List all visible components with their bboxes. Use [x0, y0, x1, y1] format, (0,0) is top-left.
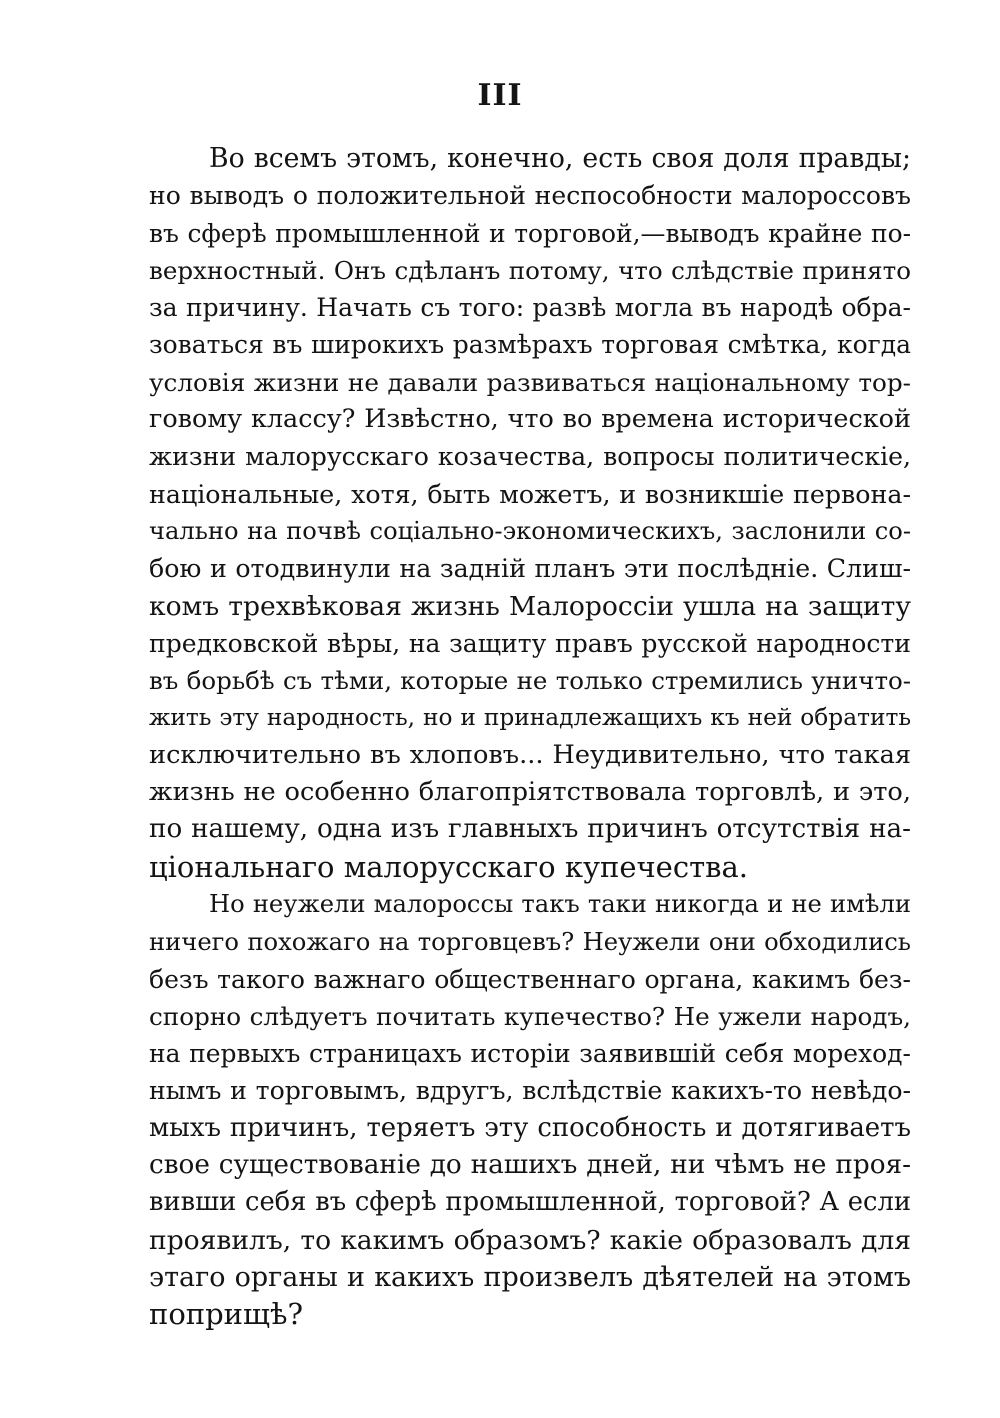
text-line: этаго органы и какихъ произвелъ дѣятелей на этомъ [149, 1261, 911, 1293]
text-line: жизнь не особенно благопріятствовала торговлѣ, и это, [149, 777, 911, 808]
text-line: мыхъ причинъ, теряетъ эту способность и дотягиваетъ [149, 1112, 911, 1143]
text-line: въ борьбѣ съ тѣми, которые не только стремились уничто- [149, 666, 911, 696]
paragraph-1 [149, 140, 911, 886]
text-line: спорно слѣдуетъ почитать купечество? Не ужели народъ, [149, 1001, 911, 1031]
text-line: условія жизни не давали развиваться національному тор- [149, 367, 911, 397]
text-line: ціональнаго малорусскаго купечества. [149, 849, 748, 884]
text-line: на первыхъ страницахъ исторіи заявившій себя мореход- [149, 1039, 911, 1069]
text-line: нымъ и торговымъ, вдругъ, вслѣдствіе какихъ-то невѣдо- [149, 1076, 911, 1106]
text-line: въ сферѣ промышленной и торговой,—выводъ крайне по- [149, 218, 911, 248]
page-number: III [477, 78, 523, 113]
text-line: бою и отодвинули на задній планъ эти послѣдніе. Слиш- [149, 554, 911, 584]
text-line: безъ такого важнаго общественнаго органа, какимъ без- [149, 964, 911, 994]
text-line: по нашему, одна изъ главныхъ причинъ отсутствія на- [149, 814, 911, 845]
text-line: за причину. Начать съ того: развѣ могла въ народѣ обра- [149, 293, 911, 323]
text-line: но выводъ о положительной неспособности малороссовъ [149, 181, 911, 211]
text-line: чально на почвѣ соціально-экономическихъ, заслонили со- [149, 516, 911, 545]
text-line: поприщѣ? [149, 1297, 304, 1332]
text-line: верхностный. Онъ сдѣланъ потому, что слѣдствіе принято [149, 255, 911, 285]
text-line: свое существованіе до нашихъ дней, ни чѣмъ не проя- [149, 1150, 911, 1181]
text-line: комъ трехвѣковая жизнь Малороссіи ушла на защиту [149, 590, 911, 622]
text-line: зоваться въ широкихъ размѣрахъ торговая смѣтка, когда [149, 330, 911, 360]
body-text [149, 140, 911, 1334]
text-line: національные, хотя, быть можетъ, и возникшіе первона- [149, 479, 911, 509]
text-line: исключительно въ хлоповъ... Неудивительно, что такая [149, 739, 911, 770]
text-line: Во всемъ этомъ, конечно, есть своя доля правды; [209, 143, 911, 174]
text-line: вивши себя въ сферѣ промышленной, торговой? А если [149, 1187, 911, 1218]
paragraph-2 [149, 886, 911, 1334]
text-line: говому классу? Извѣстно, что во времена исторической [149, 404, 911, 435]
text-line: Но неужели малороссы такъ таки никогда и не имѣли [209, 889, 911, 918]
text-line: жить эту народность, но и принадлежащихъ къ ней обратить [149, 704, 911, 732]
text-line: проявилъ, то какимъ образомъ? какіе образовалъ для [149, 1224, 911, 1256]
text-line: ничего похожаго на торговцевъ? Неужели они обходились [149, 927, 911, 957]
text-line: жизни малорусскаго козачества, вопросы политическіе, [149, 442, 911, 472]
text-line: предковской вѣры, на защиту правъ русской народности [149, 628, 911, 658]
